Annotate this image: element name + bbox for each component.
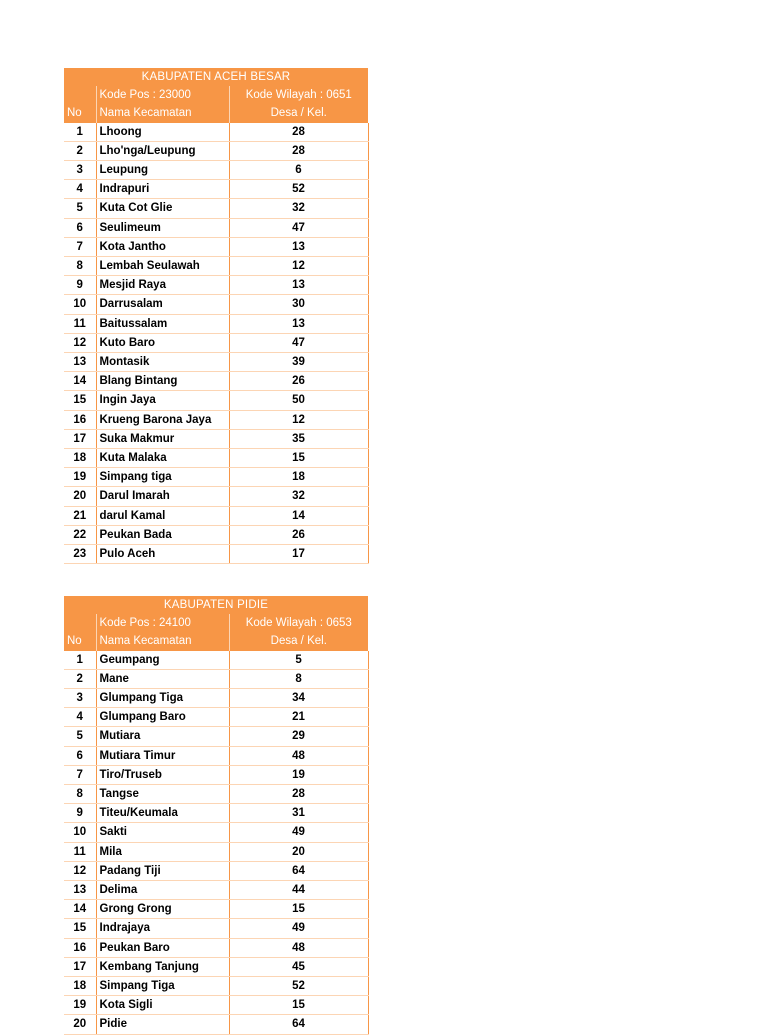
desa-count: 31: [229, 804, 368, 823]
kecamatan-name: Mutiara: [96, 727, 229, 746]
desa-count: 44: [229, 881, 368, 900]
table-row: [64, 765, 368, 784]
table-row: [64, 333, 368, 352]
kecamatan-name: Padang Tiji: [96, 861, 229, 880]
row-number: 8: [64, 785, 96, 804]
table-title-row: [64, 68, 368, 86]
table-row: [64, 545, 368, 564]
kode-wilayah: Kode Wilayah : 0651: [229, 86, 368, 104]
desa-count: 32: [229, 199, 368, 218]
desa-count: 5: [229, 651, 368, 670]
table-row: [64, 180, 368, 199]
table-title: KABUPATEN ACEH BESAR: [64, 68, 368, 86]
kecamatan-name: Grong Grong: [96, 900, 229, 919]
table-row: [64, 429, 368, 448]
table-row: [64, 842, 368, 861]
kecamatan-name: Peukan Baro: [96, 938, 229, 957]
row-number: 13: [64, 881, 96, 900]
row-number: 3: [64, 161, 96, 180]
table-row: [64, 487, 368, 506]
kecamatan-name: Mila: [96, 842, 229, 861]
table-row: [64, 218, 368, 237]
row-number: 15: [64, 919, 96, 938]
row-number: 19: [64, 996, 96, 1015]
desa-count: 28: [229, 785, 368, 804]
desa-count: 13: [229, 314, 368, 333]
kecamatan-name: Peukan Bada: [96, 525, 229, 544]
row-number: 19: [64, 468, 96, 487]
desa-count: 39: [229, 353, 368, 372]
kecamatan-name: Suka Makmur: [96, 429, 229, 448]
desa-count: 52: [229, 977, 368, 996]
kode-pos: Kode Pos : 23000: [96, 86, 229, 104]
table-row: [64, 468, 368, 487]
desa-count: 45: [229, 957, 368, 976]
column-header-no: No: [64, 632, 96, 650]
row-number: 5: [64, 199, 96, 218]
kecamatan-name: Simpang tiga: [96, 468, 229, 487]
row-number: 9: [64, 804, 96, 823]
desa-count: 15: [229, 996, 368, 1015]
table-row: [64, 900, 368, 919]
column-header-name: Nama Kecamatan: [96, 104, 229, 122]
desa-count: 30: [229, 295, 368, 314]
table-row: [64, 919, 368, 938]
table-body: [64, 123, 368, 564]
column-header-no: No: [64, 104, 96, 122]
row-number: 12: [64, 333, 96, 352]
table-row: [64, 977, 368, 996]
kecamatan-name: Pulo Aceh: [96, 545, 229, 564]
table-header-row: [64, 104, 368, 122]
kecamatan-name: Pidie: [96, 1015, 229, 1034]
row-number: 16: [64, 410, 96, 429]
desa-count: 28: [229, 123, 368, 142]
row-number: 22: [64, 525, 96, 544]
row-number: 16: [64, 938, 96, 957]
kecamatan-name: Mane: [96, 669, 229, 688]
kecamatan-name: Lho'nga/Leupung: [96, 141, 229, 160]
desa-count: 8: [229, 669, 368, 688]
desa-count: 13: [229, 276, 368, 295]
desa-count: 64: [229, 1015, 368, 1034]
table-row: [64, 141, 368, 160]
code-spacer: [64, 86, 96, 104]
kecamatan-name: Glumpang Baro: [96, 708, 229, 727]
row-number: 8: [64, 257, 96, 276]
table-row: [64, 257, 368, 276]
table-row: [64, 295, 368, 314]
row-number: 15: [64, 391, 96, 410]
table-row: [64, 237, 368, 256]
desa-count: 6: [229, 161, 368, 180]
row-number: 10: [64, 295, 96, 314]
row-number: 20: [64, 1015, 96, 1034]
kecamatan-name: darul Kamal: [96, 506, 229, 525]
table-row: [64, 525, 368, 544]
table-row: [64, 804, 368, 823]
desa-count: 14: [229, 506, 368, 525]
kecamatan-name: Mutiara Timur: [96, 746, 229, 765]
kecamatan-name: Simpang Tiga: [96, 977, 229, 996]
table-row: [64, 276, 368, 295]
kecamatan-name: Glumpang Tiga: [96, 689, 229, 708]
desa-count: 35: [229, 429, 368, 448]
kecamatan-name: Seulimeum: [96, 218, 229, 237]
table-code-row: [64, 614, 368, 632]
kabupaten-aceh-besar-table: [64, 68, 369, 564]
row-number: 1: [64, 651, 96, 670]
table-row: [64, 314, 368, 333]
table-row: [64, 996, 368, 1015]
table-row: [64, 651, 368, 670]
table-row: [64, 353, 368, 372]
row-number: 21: [64, 506, 96, 525]
kecamatan-name: Sakti: [96, 823, 229, 842]
table-row: [64, 161, 368, 180]
kecamatan-name: Lhoong: [96, 123, 229, 142]
row-number: 7: [64, 237, 96, 256]
table-row: [64, 746, 368, 765]
desa-count: 29: [229, 727, 368, 746]
row-number: 2: [64, 141, 96, 160]
desa-count: 12: [229, 410, 368, 429]
row-number: 1: [64, 123, 96, 142]
table-row: [64, 1015, 368, 1034]
row-number: 6: [64, 218, 96, 237]
desa-count: 12: [229, 257, 368, 276]
desa-count: 18: [229, 468, 368, 487]
table-row: [64, 372, 368, 391]
kecamatan-name: Kembang Tanjung: [96, 957, 229, 976]
desa-count: 26: [229, 372, 368, 391]
table-row: [64, 669, 368, 688]
kecamatan-name: Kuta Cot Glie: [96, 199, 229, 218]
kecamatan-name: Blang Bintang: [96, 372, 229, 391]
table-row: [64, 938, 368, 957]
kode-pos: Kode Pos : 24100: [96, 614, 229, 632]
column-header-count: Desa / Kel.: [229, 632, 368, 650]
desa-count: 49: [229, 919, 368, 938]
kecamatan-name: Geumpang: [96, 651, 229, 670]
kecamatan-name: Delima: [96, 881, 229, 900]
table-row: [64, 123, 368, 142]
table-row: [64, 199, 368, 218]
table-row: [64, 957, 368, 976]
kecamatan-name: Mesjid Raya: [96, 276, 229, 295]
desa-count: 64: [229, 861, 368, 880]
kecamatan-name: Indrapuri: [96, 180, 229, 199]
desa-count: 26: [229, 525, 368, 544]
desa-count: 49: [229, 823, 368, 842]
kecamatan-name: Baitussalam: [96, 314, 229, 333]
row-number: 12: [64, 861, 96, 880]
kecamatan-name: Montasik: [96, 353, 229, 372]
kabupaten-pidie-table: [64, 596, 369, 1035]
column-header-count: Desa / Kel.: [229, 104, 368, 122]
kecamatan-name: Leupung: [96, 161, 229, 180]
row-number: 9: [64, 276, 96, 295]
row-number: 3: [64, 689, 96, 708]
table-row: [64, 861, 368, 880]
column-header-name: Nama Kecamatan: [96, 632, 229, 650]
row-number: 10: [64, 823, 96, 842]
row-number: 14: [64, 900, 96, 919]
desa-count: 15: [229, 449, 368, 468]
table-title-row: [64, 596, 368, 614]
desa-count: 47: [229, 218, 368, 237]
row-number: 6: [64, 746, 96, 765]
table-row: [64, 391, 368, 410]
kecamatan-name: Darul Imarah: [96, 487, 229, 506]
table-row: [64, 708, 368, 727]
row-number: 14: [64, 372, 96, 391]
desa-count: 34: [229, 689, 368, 708]
desa-count: 52: [229, 180, 368, 199]
row-number: 11: [64, 842, 96, 861]
desa-count: 13: [229, 237, 368, 256]
code-spacer: [64, 614, 96, 632]
kecamatan-name: Indrajaya: [96, 919, 229, 938]
row-number: 17: [64, 429, 96, 448]
table-row: [64, 689, 368, 708]
table-row: [64, 727, 368, 746]
kecamatan-name: Krueng Barona Jaya: [96, 410, 229, 429]
row-number: 5: [64, 727, 96, 746]
desa-count: 17: [229, 545, 368, 564]
row-number: 17: [64, 957, 96, 976]
kecamatan-name: Ingin Jaya: [96, 391, 229, 410]
desa-count: 48: [229, 938, 368, 957]
row-number: 20: [64, 487, 96, 506]
table-body: [64, 651, 368, 1035]
desa-count: 48: [229, 746, 368, 765]
table-row: [64, 823, 368, 842]
kecamatan-name: Kuto Baro: [96, 333, 229, 352]
desa-count: 50: [229, 391, 368, 410]
row-number: 18: [64, 449, 96, 468]
row-number: 13: [64, 353, 96, 372]
desa-count: 21: [229, 708, 368, 727]
kecamatan-name: Kuta Malaka: [96, 449, 229, 468]
kecamatan-name: Tiro/Truseb: [96, 765, 229, 784]
table-row: [64, 506, 368, 525]
table-row: [64, 785, 368, 804]
table-row: [64, 881, 368, 900]
row-number: 4: [64, 180, 96, 199]
kecamatan-name: Tangse: [96, 785, 229, 804]
desa-count: 15: [229, 900, 368, 919]
row-number: 7: [64, 765, 96, 784]
row-number: 11: [64, 314, 96, 333]
row-number: 18: [64, 977, 96, 996]
kecamatan-name: Lembah Seulawah: [96, 257, 229, 276]
row-number: 2: [64, 669, 96, 688]
row-number: 4: [64, 708, 96, 727]
desa-count: 19: [229, 765, 368, 784]
table-title: KABUPATEN PIDIE: [64, 596, 368, 614]
kecamatan-name: Darrusalam: [96, 295, 229, 314]
table-header-row: [64, 632, 368, 650]
table-row: [64, 449, 368, 468]
table-row: [64, 410, 368, 429]
row-number: 23: [64, 545, 96, 564]
desa-count: 32: [229, 487, 368, 506]
kecamatan-name: Titeu/Keumala: [96, 804, 229, 823]
kecamatan-name: Kota Sigli: [96, 996, 229, 1015]
desa-count: 20: [229, 842, 368, 861]
table-code-row: [64, 86, 368, 104]
kecamatan-name: Kota Jantho: [96, 237, 229, 256]
kode-wilayah: Kode Wilayah : 0653: [229, 614, 368, 632]
desa-count: 47: [229, 333, 368, 352]
desa-count: 28: [229, 141, 368, 160]
